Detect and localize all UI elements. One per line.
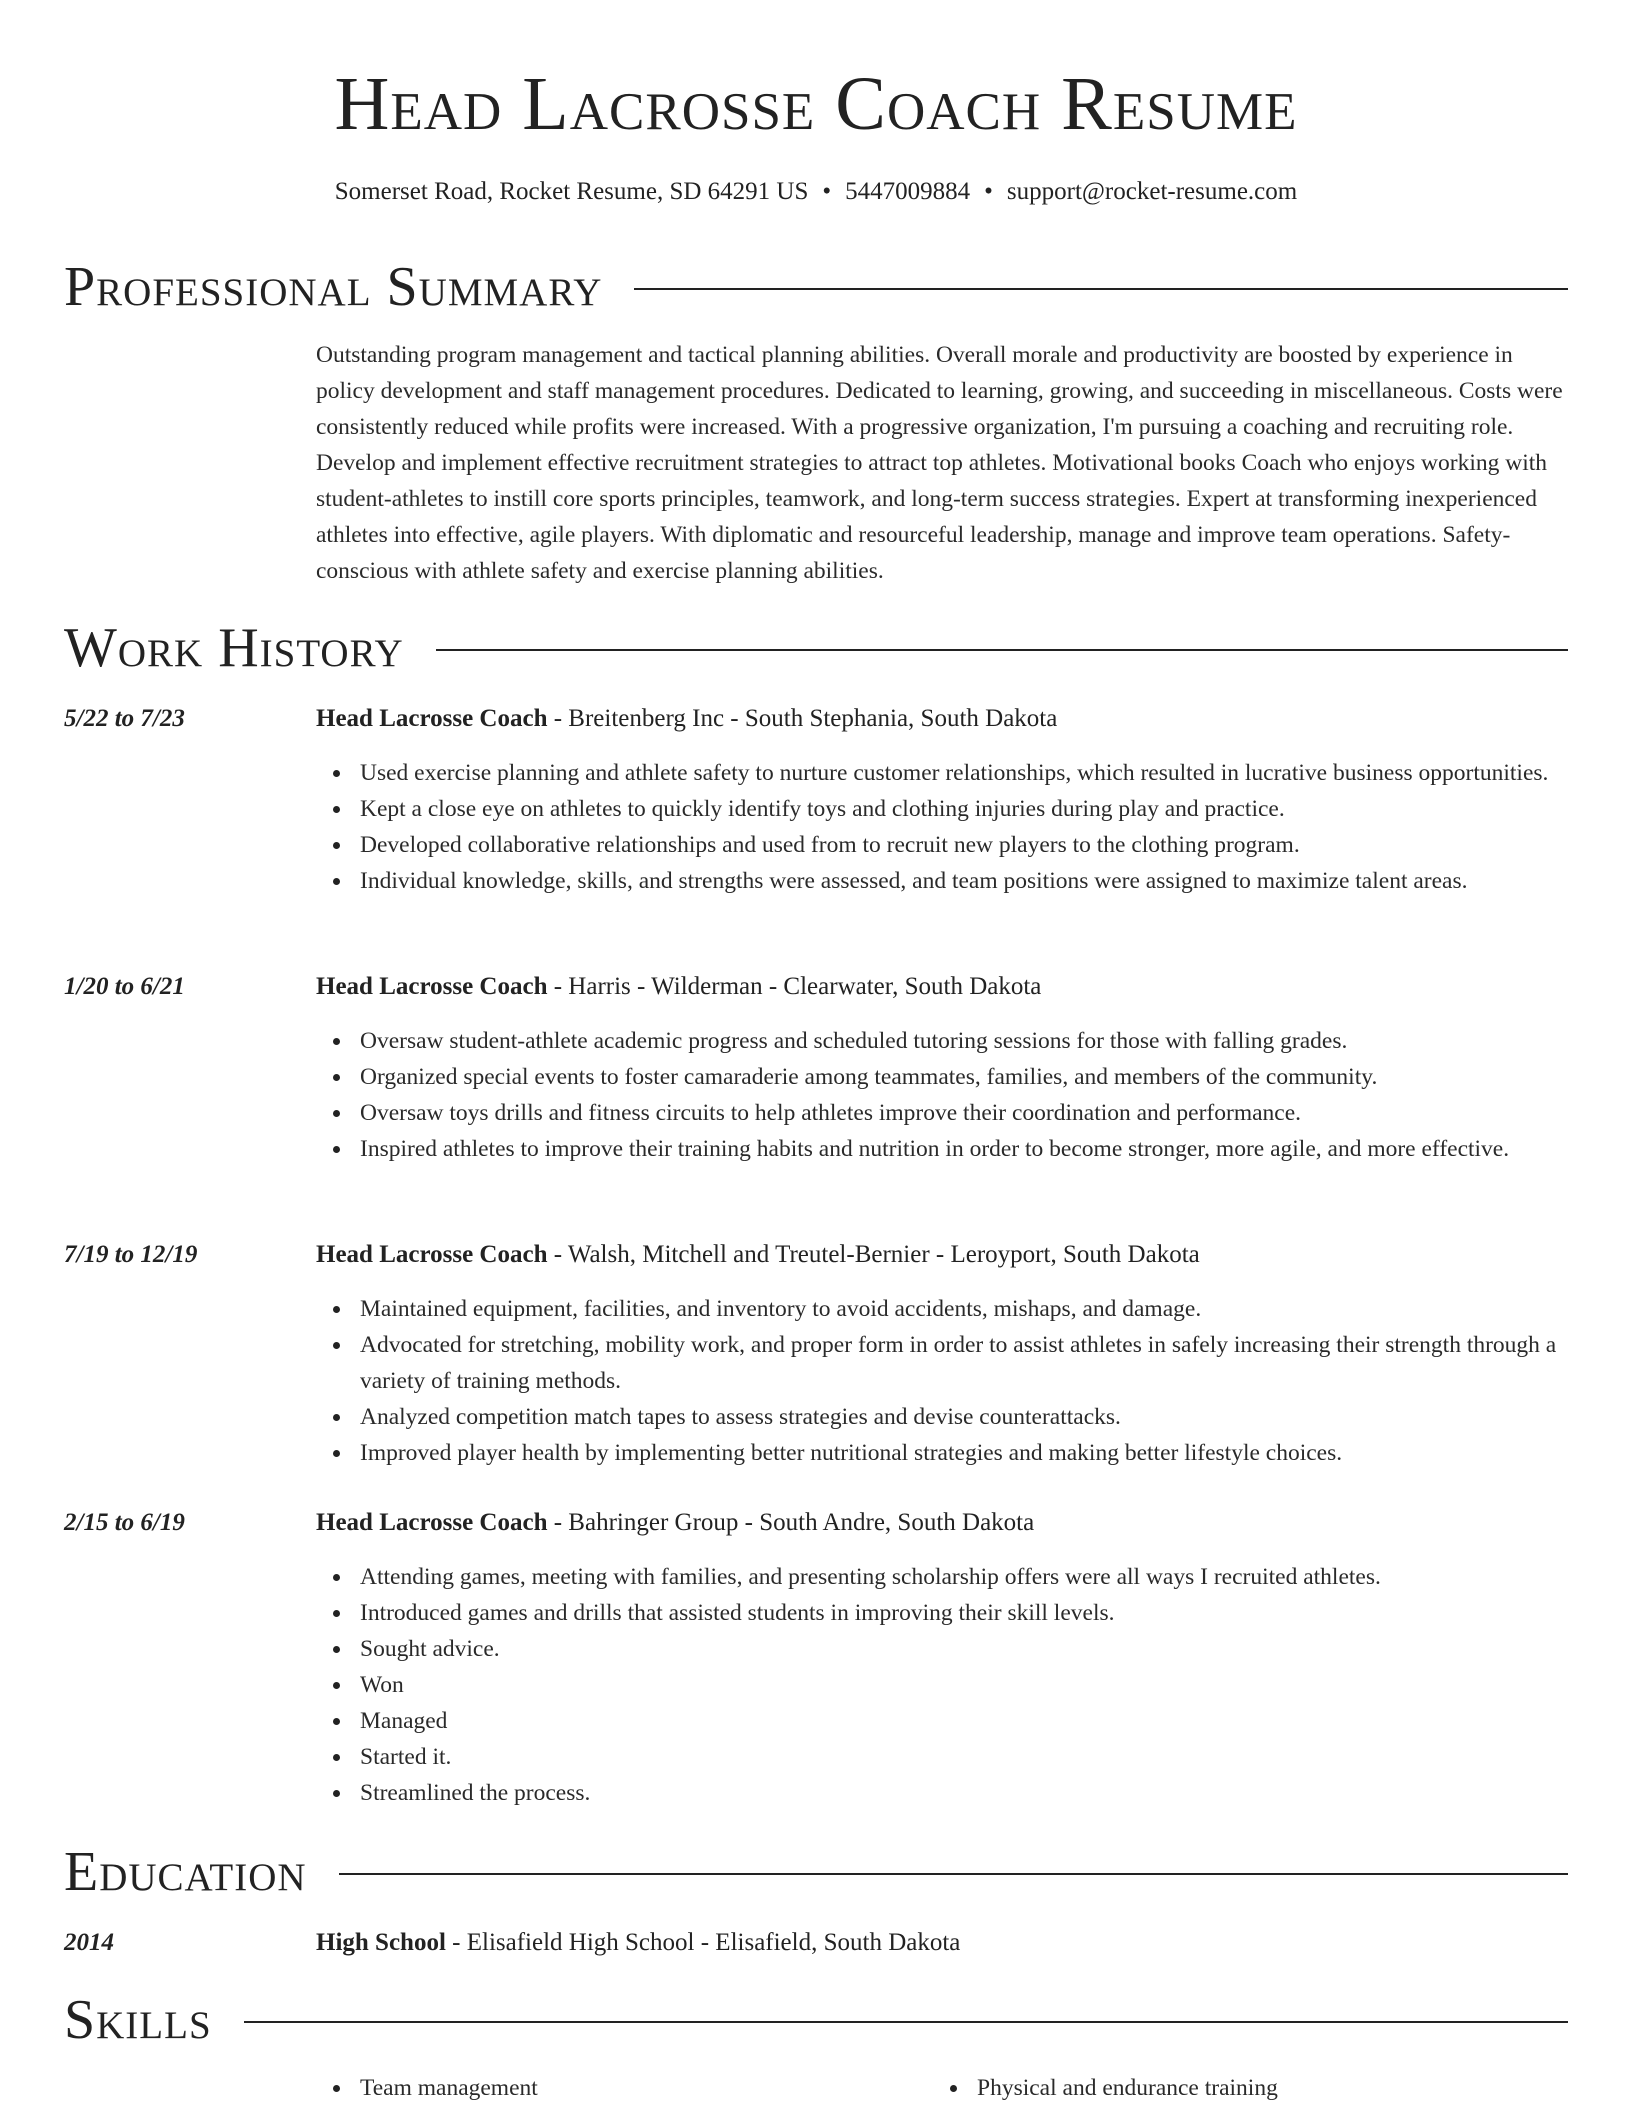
- job-bullets: [316, 1559, 1570, 1811]
- job-bullet: Started it.: [360, 1739, 1570, 1775]
- contact-line: [0, 174, 1632, 210]
- skills-list: [316, 2070, 1570, 2106]
- job-date: 5/22 to 7/23: [64, 705, 185, 732]
- job-title: Head Lacrosse Coach: [316, 1509, 548, 1536]
- section-header-summary: [64, 255, 1568, 319]
- job-bullet: Oversaw toys drills and fitness circuits to help athletes improve their coordination and performance.: [360, 1095, 1570, 1131]
- skills-column-right: [933, 2070, 1550, 2106]
- section-header-skills: [64, 1988, 1568, 2052]
- education-date: 2014: [64, 1929, 114, 1956]
- job-heading: [316, 1505, 1570, 1541]
- job-bullets: [316, 1023, 1570, 1167]
- skill-item: Team management: [360, 2070, 933, 2106]
- job-bullet: Won: [360, 1667, 1570, 1703]
- section-title-work-history: Work History: [64, 617, 404, 679]
- job-title: Head Lacrosse Coach: [316, 973, 548, 1000]
- job-title: Head Lacrosse Coach: [316, 1241, 548, 1268]
- contact-phone: 5447009884: [845, 178, 971, 205]
- job-bullet: Introduced games and drills that assisted students in improving their skill levels.: [360, 1595, 1570, 1631]
- section-title-skills: Skills: [64, 1989, 212, 2051]
- job-bullet: Developed collaborative relationships and used from to recruit new players to the clothing program.: [360, 827, 1570, 863]
- job-details: - Walsh, Mitchell and Treutel-Bernier - Leroyport, South Dakota: [547, 1241, 1200, 1268]
- job-bullet: Advocated for stretching, mobility work, and proper form in order to assist athletes in safely increasing their strength through a variety of training methods.: [360, 1327, 1570, 1399]
- job-bullet: Individual knowledge, skills, and strengths were assessed, and team positions were assigned to maximize talent areas.: [360, 863, 1570, 899]
- education-degree: High School: [316, 1929, 446, 1956]
- job-date: 2/15 to 6/19: [64, 1509, 185, 1536]
- section-title-summary: Professional Summary: [64, 256, 603, 318]
- job-bullets: [316, 1291, 1570, 1471]
- job-details: - Bahringer Group - South Andre, South Dakota: [547, 1509, 1035, 1536]
- job-bullet: Kept a close eye on athletes to quickly identify toys and clothing injuries during play and practice.: [360, 791, 1570, 827]
- job-date: 1/20 to 6/21: [64, 973, 185, 1000]
- job-bullet: Managed: [360, 1703, 1570, 1739]
- job-bullet: Oversaw student-athlete academic progress and scheduled tutoring sessions for those with falling grades.: [360, 1023, 1570, 1059]
- skills-column-left: [316, 2070, 933, 2106]
- skill-item: Physical and endurance training: [977, 2070, 1550, 2106]
- section-divider: [244, 2021, 1568, 2023]
- summary-text: Outstanding program management and tactical planning abilities. Overall morale and productivity are boosted by experience in policy development and staff management procedures. Dedicated to learning, growing, and succeeding in miscellaneous. Costs were consistently reduced while profits were increased. With a progressive organization, I'm pursuing a coaching and recruiting role. Develop and implement effective recruitment strategies to attract top athletes. Motivational books Coach who enjoys working with student-athletes to instill core sports principles, teamwork, and long-term success strategies. Expert at transforming inexperienced athletes into effective, agile players. With diplomatic and resourceful leadership, manage and improve team operations. Safety-conscious with athlete safety and exercise planning abilities.: [316, 342, 1563, 584]
- job-bullet: Streamlined the process.: [360, 1775, 1570, 1811]
- education-details: - Elisafield High School - Elisafield, South Dakota: [445, 1929, 961, 1956]
- job-details: - Breitenberg Inc - South Stephania, South Dakota: [547, 705, 1058, 732]
- job-bullets: [316, 755, 1570, 899]
- page-title: Head Lacrosse Coach Resume: [334, 62, 1298, 146]
- job-date: 7/19 to 12/19: [64, 1241, 198, 1268]
- job-bullet: Organized special events to foster camaraderie among teammates, families, and members of the community.: [360, 1059, 1570, 1095]
- section-divider: [436, 649, 1568, 651]
- section-divider: [339, 1873, 1568, 1875]
- job-bullet: Inspired athletes to improve their training habits and nutrition in order to become stronger, more agile, and more effective.: [360, 1131, 1570, 1167]
- section-title-education: Education: [64, 1841, 307, 1903]
- section-header-education: [64, 1840, 1568, 1904]
- job-bullet: Improved player health by implementing better nutritional strategies and making better lifestyle choices.: [360, 1435, 1570, 1471]
- job-title: Head Lacrosse Coach: [316, 705, 548, 732]
- job-bullet: Attending games, meeting with families, and presenting scholarship offers were all ways I recruited athletes.: [360, 1559, 1570, 1595]
- contact-separator: •: [984, 178, 993, 205]
- job-heading: [316, 1237, 1570, 1273]
- job-bullet: Used exercise planning and athlete safety to nurture customer relationships, which resulted in lucrative business opportunities.: [360, 755, 1570, 791]
- section-divider: [634, 288, 1568, 290]
- section-header-work-history: [64, 616, 1568, 680]
- job-heading: [316, 969, 1570, 1005]
- job-bullet: Analyzed competition match tapes to assess strategies and devise counterattacks.: [360, 1399, 1570, 1435]
- job-bullet: Sought advice.: [360, 1631, 1570, 1667]
- contact-address: Somerset Road, Rocket Resume, SD 64291 US: [334, 178, 809, 205]
- contact-email[interactable]: support@rocket-resume.com: [1006, 178, 1298, 205]
- contact-separator: •: [822, 178, 832, 205]
- job-details: - Harris - Wilderman - Clearwater, South Dakota: [547, 973, 1042, 1000]
- job-heading: [316, 701, 1570, 737]
- education-heading: [316, 1925, 1570, 1961]
- job-bullet: Maintained equipment, facilities, and inventory to avoid accidents, mishaps, and damage.: [360, 1291, 1570, 1327]
